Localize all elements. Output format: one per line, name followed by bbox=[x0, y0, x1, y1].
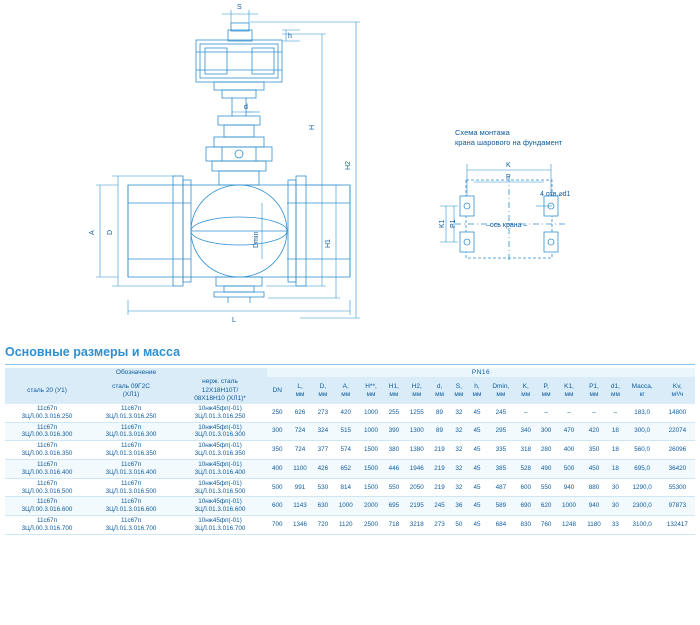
cell-h: 2000 bbox=[358, 497, 383, 516]
label-H1: H1 bbox=[325, 239, 332, 248]
table-row bbox=[5, 404, 695, 422]
label-S: S bbox=[237, 4, 242, 11]
cell-h2: 1946 bbox=[404, 460, 429, 479]
cell-d1: 18 bbox=[606, 441, 624, 460]
cell-h1: 380 bbox=[384, 441, 404, 460]
cell-k: 318 bbox=[516, 441, 536, 460]
header-d1: d1, мм bbox=[606, 377, 624, 403]
section-divider bbox=[5, 364, 695, 365]
cell-h2: 1255 bbox=[404, 404, 429, 422]
header-k: K, мм bbox=[516, 377, 536, 403]
cell-k1: 470 bbox=[556, 422, 581, 441]
section-title: Основные размеры и масса bbox=[5, 345, 181, 359]
header-p1: P1, мм bbox=[582, 377, 607, 403]
cell-h1: 550 bbox=[384, 478, 404, 497]
table-head bbox=[5, 368, 695, 404]
valve-body bbox=[128, 171, 350, 303]
cell-p: 620 bbox=[536, 497, 556, 516]
cell-dmin: 589 bbox=[486, 497, 515, 516]
cell-a: 652 bbox=[333, 460, 358, 479]
cell-l: 724 bbox=[287, 422, 312, 441]
cell-h2: 1380 bbox=[404, 441, 429, 460]
cell-d1: 33 bbox=[606, 516, 624, 535]
cell-steel20: 11с67п 3ЦЛ.00.3.016.250 bbox=[5, 404, 89, 422]
cell-d1: 30 bbox=[606, 478, 624, 497]
cell-stainless: 10нж45фп(-01) 3ЦЛ.01.3.016.400 bbox=[173, 460, 267, 479]
header-l: L, мм bbox=[287, 377, 312, 403]
label-H: H bbox=[309, 124, 316, 130]
cell-dn: 700 bbox=[267, 516, 287, 535]
cell-dmin: 295 bbox=[486, 422, 515, 441]
cell-steel09g2s: 11с67п 3ЦЛ.01.3.016.500 bbox=[89, 478, 173, 497]
cell-d-small: 89 bbox=[429, 422, 449, 441]
cell-h: 2500 bbox=[358, 516, 383, 535]
cell-l: 1143 bbox=[287, 497, 312, 516]
mount-scheme-title-line2: крана шарового на фундамент bbox=[455, 138, 563, 148]
cell-d-small: 273 bbox=[429, 516, 449, 535]
label-P1: P1 bbox=[450, 219, 457, 228]
cell-h: 1500 bbox=[358, 478, 383, 497]
cell-s: 32 bbox=[450, 478, 468, 497]
header-stainless: нерж. сталь 12Х18Н10Т/ 08Х18Н10 (ХЛ1)* bbox=[173, 377, 267, 403]
cell-steel09g2s: 11с67п 3ЦЛ.01.3.016.300 bbox=[89, 422, 173, 441]
cell-kv: 26096 bbox=[660, 441, 695, 460]
cell-d1: 18 bbox=[606, 422, 624, 441]
cell-dmin: 385 bbox=[486, 460, 515, 479]
table-row bbox=[5, 478, 695, 497]
cell-h2: 2050 bbox=[404, 478, 429, 497]
cell-dn: 600 bbox=[267, 497, 287, 516]
cell-mass: 3100,0 bbox=[625, 516, 660, 535]
cell-k1: 1248 bbox=[556, 516, 581, 535]
actuator-assembly bbox=[196, 23, 282, 171]
table-body bbox=[5, 404, 695, 535]
cell-d-small: 89 bbox=[429, 404, 449, 422]
header-steel09g2s: сталь 09Г2С (ХЛ1) bbox=[89, 377, 173, 403]
header-designation-group: Обозначение bbox=[5, 368, 267, 377]
cell-p1: 940 bbox=[582, 497, 607, 516]
cell-h: 1000 bbox=[358, 422, 383, 441]
label-K: K bbox=[506, 162, 511, 169]
cell-stainless: 10нж45фп(-01) 3ЦЛ.01.3.016.700 bbox=[173, 516, 267, 535]
cell-k1: 400 bbox=[556, 441, 581, 460]
cell-d-small: 219 bbox=[429, 478, 449, 497]
cell-h2: 3218 bbox=[404, 516, 429, 535]
cell-steel20: 11с67п 3ЦЛ.00.3.016.400 bbox=[5, 460, 89, 479]
header-h2: H2, мм bbox=[404, 377, 429, 403]
cell-d1: – bbox=[606, 404, 624, 422]
cell-kv: 97873 bbox=[660, 497, 695, 516]
cell-h1: 446 bbox=[384, 460, 404, 479]
cell-h-small: 45 bbox=[468, 441, 486, 460]
cell-steel20: 11с67п 3ЦЛ.00.3.016.700 bbox=[5, 516, 89, 535]
cell-mass: 2300,0 bbox=[625, 497, 660, 516]
cell-d-big: 720 bbox=[313, 516, 333, 535]
cell-h1: 390 bbox=[384, 422, 404, 441]
header-dmin: Dmin, мм bbox=[486, 377, 515, 403]
cell-k1: 1000 bbox=[556, 497, 581, 516]
cell-p: 760 bbox=[536, 516, 556, 535]
table-row bbox=[5, 516, 695, 535]
cell-h-small: 45 bbox=[468, 516, 486, 535]
header-h-small: h, мм bbox=[468, 377, 486, 403]
cell-stainless: 10нж45фп(-01) 3ЦЛ.01.3.016.300 bbox=[173, 422, 267, 441]
cell-a: 1120 bbox=[333, 516, 358, 535]
cell-h-small: 45 bbox=[468, 404, 486, 422]
header-p: P, мм bbox=[536, 377, 556, 403]
cell-dn: 500 bbox=[267, 478, 287, 497]
cell-p1: 450 bbox=[582, 460, 607, 479]
cell-p: – bbox=[536, 404, 556, 422]
cell-h: 1000 bbox=[358, 404, 383, 422]
label-d: d bbox=[244, 104, 248, 111]
cell-p: 280 bbox=[536, 441, 556, 460]
cell-dn: 400 bbox=[267, 460, 287, 479]
header-s: S, мм bbox=[450, 377, 468, 403]
cell-d-small: 219 bbox=[429, 441, 449, 460]
table-row bbox=[5, 497, 695, 516]
table-row bbox=[5, 460, 695, 479]
cell-steel20: 11с67п 3ЦЛ.00.3.016.350 bbox=[5, 441, 89, 460]
cell-kv: 36420 bbox=[660, 460, 695, 479]
header-steel20: сталь 20 (У1) bbox=[5, 377, 89, 403]
cell-stainless: 10нж45фп(-01) 3ЦЛ.01.3.016.500 bbox=[173, 478, 267, 497]
label-D: D bbox=[107, 229, 114, 235]
cell-kv: 55300 bbox=[660, 478, 695, 497]
cell-l: 991 bbox=[287, 478, 312, 497]
cell-k: 830 bbox=[516, 516, 536, 535]
label-K1: K1 bbox=[439, 219, 446, 228]
cell-s: 32 bbox=[450, 441, 468, 460]
cell-l: 626 bbox=[287, 404, 312, 422]
cell-k1: – bbox=[556, 404, 581, 422]
cell-steel09g2s: 11с67п 3ЦЛ.01.3.016.250 bbox=[89, 404, 173, 422]
cell-mass: 1290,0 bbox=[625, 478, 660, 497]
cell-dmin: 684 bbox=[486, 516, 515, 535]
cell-p1: 420 bbox=[582, 422, 607, 441]
cell-p: 490 bbox=[536, 460, 556, 479]
cell-a: 574 bbox=[333, 441, 358, 460]
cell-kv: 14800 bbox=[660, 404, 695, 422]
cell-d-small: 245 bbox=[429, 497, 449, 516]
cell-stainless: 10нж45фп(-01) 3ЦЛ.01.3.016.250 bbox=[173, 404, 267, 422]
cell-mass: 695,0 bbox=[625, 460, 660, 479]
cell-dmin: 487 bbox=[486, 478, 515, 497]
header-k1: K1, мм bbox=[556, 377, 581, 403]
cell-dn: 250 bbox=[267, 404, 287, 422]
label-L: L bbox=[232, 317, 236, 324]
cell-kv: 22074 bbox=[660, 422, 695, 441]
header-kv: Kv, м³/ч bbox=[660, 377, 695, 403]
mount-scheme-title bbox=[455, 128, 562, 148]
cell-d-big: 530 bbox=[313, 478, 333, 497]
header-h1: H1, мм bbox=[384, 377, 404, 403]
cell-stainless: 10нж45фп(-01) 3ЦЛ.01.3.016.600 bbox=[173, 497, 267, 516]
dimensions-table bbox=[5, 368, 695, 535]
cell-d-big: 324 bbox=[313, 422, 333, 441]
cell-mass: 300,0 bbox=[625, 422, 660, 441]
cell-k: 600 bbox=[516, 478, 536, 497]
cell-a: 814 bbox=[333, 478, 358, 497]
header-dn: DN bbox=[267, 377, 287, 403]
cell-k: 528 bbox=[516, 460, 536, 479]
cell-steel09g2s: 11с67п 3ЦЛ.01.3.016.350 bbox=[89, 441, 173, 460]
cell-h: 1500 bbox=[358, 460, 383, 479]
cell-steel09g2s: 11с67п 3ЦЛ.01.3.016.600 bbox=[89, 497, 173, 516]
cell-a: 515 bbox=[333, 422, 358, 441]
cell-h-small: 45 bbox=[468, 478, 486, 497]
header-a: A, мм bbox=[333, 377, 358, 403]
cell-steel20: 11с67п 3ЦЛ.00.3.016.500 bbox=[5, 478, 89, 497]
table-row bbox=[5, 422, 695, 441]
cell-d-big: 630 bbox=[313, 497, 333, 516]
cell-dmin: 335 bbox=[486, 441, 515, 460]
cell-k1: 940 bbox=[556, 478, 581, 497]
cell-d1: 30 bbox=[606, 497, 624, 516]
header-d-small: d, мм bbox=[429, 377, 449, 403]
cell-h2: 2195 bbox=[404, 497, 429, 516]
cell-steel20: 11с67п 3ЦЛ.00.3.016.300 bbox=[5, 422, 89, 441]
cell-p1: 350 bbox=[582, 441, 607, 460]
table-header-row-1 bbox=[5, 368, 695, 377]
cell-l: 1346 bbox=[287, 516, 312, 535]
cell-p: 550 bbox=[536, 478, 556, 497]
cell-l: 724 bbox=[287, 441, 312, 460]
cell-p: 300 bbox=[536, 422, 556, 441]
cell-a: 1000 bbox=[333, 497, 358, 516]
cell-kv: 132417 bbox=[660, 516, 695, 535]
cell-s: 32 bbox=[450, 404, 468, 422]
table-header-row-2 bbox=[5, 377, 695, 403]
cell-a: 420 bbox=[333, 404, 358, 422]
cell-k1: 500 bbox=[556, 460, 581, 479]
cell-s: 36 bbox=[450, 497, 468, 516]
cell-h1: 718 bbox=[384, 516, 404, 535]
cell-mass: 560,0 bbox=[625, 441, 660, 460]
cell-steel09g2s: 11с67п 3ЦЛ.01.3.016.700 bbox=[89, 516, 173, 535]
cell-h-small: 45 bbox=[468, 460, 486, 479]
cell-h-small: 45 bbox=[468, 497, 486, 516]
cell-d1: 18 bbox=[606, 460, 624, 479]
cell-h-small: 45 bbox=[468, 422, 486, 441]
cell-s: 50 bbox=[450, 516, 468, 535]
cell-steel09g2s: 11с67п 3ЦЛ.01.3.016.400 bbox=[89, 460, 173, 479]
cell-h1: 255 bbox=[384, 404, 404, 422]
cell-d-big: 273 bbox=[313, 404, 333, 422]
cell-p1: – bbox=[582, 404, 607, 422]
cell-k: 340 bbox=[516, 422, 536, 441]
label-holes: 4 отв.⌀d1 bbox=[540, 191, 571, 198]
header-mass: Масса, кг bbox=[625, 377, 660, 403]
cell-d-big: 426 bbox=[313, 460, 333, 479]
label-valve-axis: –ось крана – bbox=[486, 222, 528, 229]
cell-s: 32 bbox=[450, 460, 468, 479]
cell-p1: 1180 bbox=[582, 516, 607, 535]
cell-k: 690 bbox=[516, 497, 536, 516]
cell-dn: 350 bbox=[267, 441, 287, 460]
table-row bbox=[5, 441, 695, 460]
label-Dmin: Dmin bbox=[253, 231, 260, 248]
cell-p1: 880 bbox=[582, 478, 607, 497]
label-h: h bbox=[288, 33, 292, 40]
cell-h: 1500 bbox=[358, 441, 383, 460]
mount-scheme-title-line1: Схема монтажа bbox=[455, 128, 510, 137]
cell-d-small: 219 bbox=[429, 460, 449, 479]
cell-d-big: 377 bbox=[313, 441, 333, 460]
cell-steel20: 11с67п 3ЦЛ.00.3.016.600 bbox=[5, 497, 89, 516]
cell-stainless: 10нж45фп(-01) 3ЦЛ.01.3.016.350 bbox=[173, 441, 267, 460]
cell-h2: 1300 bbox=[404, 422, 429, 441]
cell-dn: 300 bbox=[267, 422, 287, 441]
cell-l: 1100 bbox=[287, 460, 312, 479]
foundation-mounting-scheme bbox=[440, 164, 565, 262]
label-H2: H2 bbox=[345, 161, 352, 170]
header-d-big: D, мм bbox=[313, 377, 333, 403]
header-h: H**, мм bbox=[358, 377, 383, 403]
label-A: A bbox=[89, 230, 96, 235]
cell-h1: 695 bbox=[384, 497, 404, 516]
header-pn: PN16 bbox=[267, 368, 695, 377]
cell-k: – bbox=[516, 404, 536, 422]
cell-s: 32 bbox=[450, 422, 468, 441]
cell-dmin: 245 bbox=[486, 404, 515, 422]
label-P: P bbox=[506, 174, 511, 181]
cell-mass: 183,0 bbox=[625, 404, 660, 422]
